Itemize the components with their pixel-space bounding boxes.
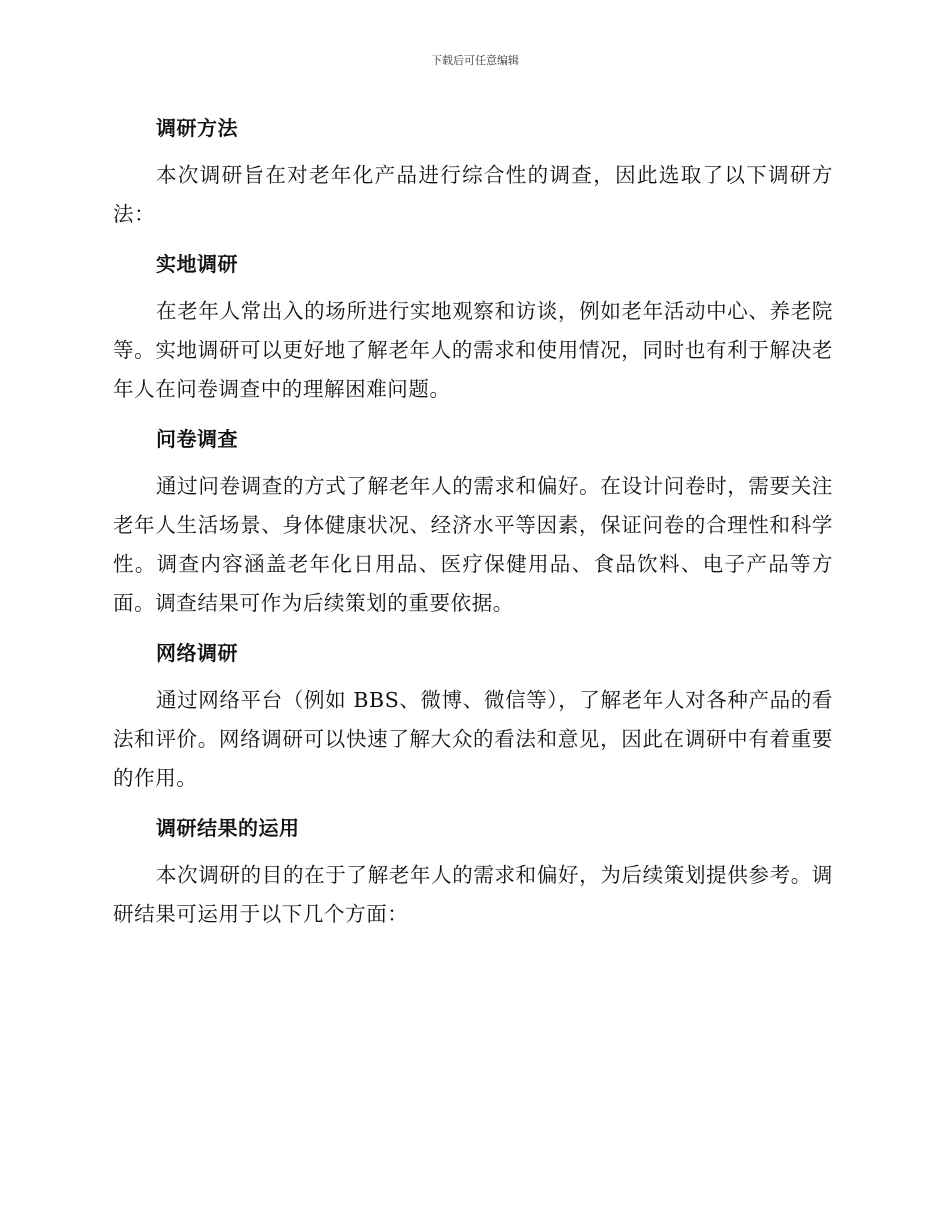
page-header-note: 下载后可任意编辑: [431, 54, 519, 67]
paragraph-field-research: 在老年人常出入的场所进行实地观察和访谈，例如老年活动中心、养老院等。实地调研可以更好地了解老年人的需求和使用情况，同时也有利于解决老年人在问卷调查中的理解困难问题。: [113, 299, 833, 401]
heading-online-research: 网络调研: [156, 641, 238, 665]
document-body: [113, 109, 833, 945]
paragraph-questionnaire: 通过问卷调查的方式了解老年人的需求和偏好。在设计问卷时，需要关注老年人生活场景、身体健康状况、经济水平等因素，保证问卷的合理性和科学性。调查内容涵盖老年化日用品、医疗保健用品、食品饮料、电子产品等方面。调查结果可作为后续策划的重要依据。: [113, 474, 833, 615]
paragraph-online-research: 通过网络平台（例如 BBS、微博、微信等），了解老年人对各种产品的看法和评价。网络调研可以快速了解大众的看法和意见，因此在调研中有着重要的作用。: [113, 688, 833, 790]
heading-field-research: 实地调研: [156, 252, 238, 276]
paragraph-research-methods: 本次调研旨在对老年化产品进行综合性的调查，因此选取了以下调研方法：: [113, 163, 833, 226]
heading-results-application: 调研结果的运用: [156, 816, 300, 840]
paragraph-results-application: 本次调研的目的在于了解老年人的需求和偏好，为后续策划提供参考。调研结果可运用于以下几个方面：: [113, 863, 833, 926]
heading-questionnaire: 问卷调查: [156, 427, 238, 451]
heading-research-methods: 调研方法: [156, 116, 238, 140]
